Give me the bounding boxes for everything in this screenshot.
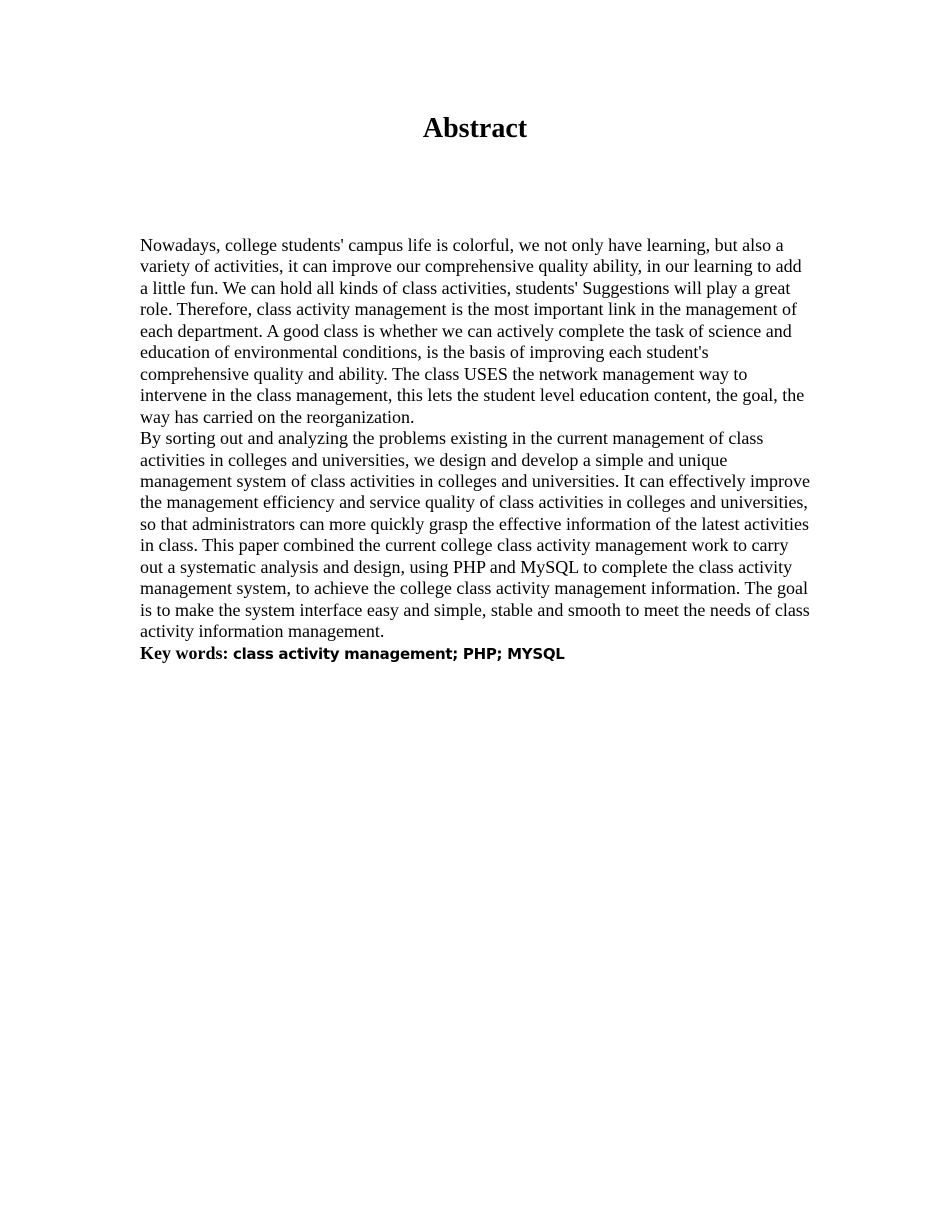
keywords-label: Key words: bbox=[140, 642, 229, 663]
abstract-body bbox=[140, 235, 812, 665]
page-title: Abstract bbox=[422, 113, 528, 144]
keywords-values: class activity management; PHP; MYSQL bbox=[233, 644, 565, 663]
abstract-paragraph-2: By sorting out and analyzing the problems existing in the current management of class activities in colleges and universities, we design and develop a simple and unique management system of class activities in colleges and universities. It can effectively improve the management efficiency and service quality of class activities in colleges and universities, so that administrators can more quickly grasp the effective information of the latest activities in class. This paper combined the current college class activity management work to carry out a systematic analysis and design, using PHP and MySQL to complete the class activity management system, to achieve the college class activity management information. The goal is to make the system interface easy and simple, stable and smooth to meet the needs of class activity information management. bbox=[140, 428, 810, 642]
keywords-line bbox=[140, 643, 812, 665]
abstract-paragraph-1: Nowadays, college students' campus life is colorful, we not only have learning, but also a variety of activities, it can improve our comprehensive quality ability, in our learning to add a little fun. We can hold all kinds of class activities, students' Suggestions will play a great role. Therefore, class activity management is the most important link in the management of each department. A good class is whether we can actively complete the task of science and education of environmental conditions, is the basis of improving each student's comprehensive quality and ability. The class USES the network management way to intervene in the class management, this lets the student level education content, the goal, the way has carried on the reorganization. bbox=[140, 235, 805, 427]
